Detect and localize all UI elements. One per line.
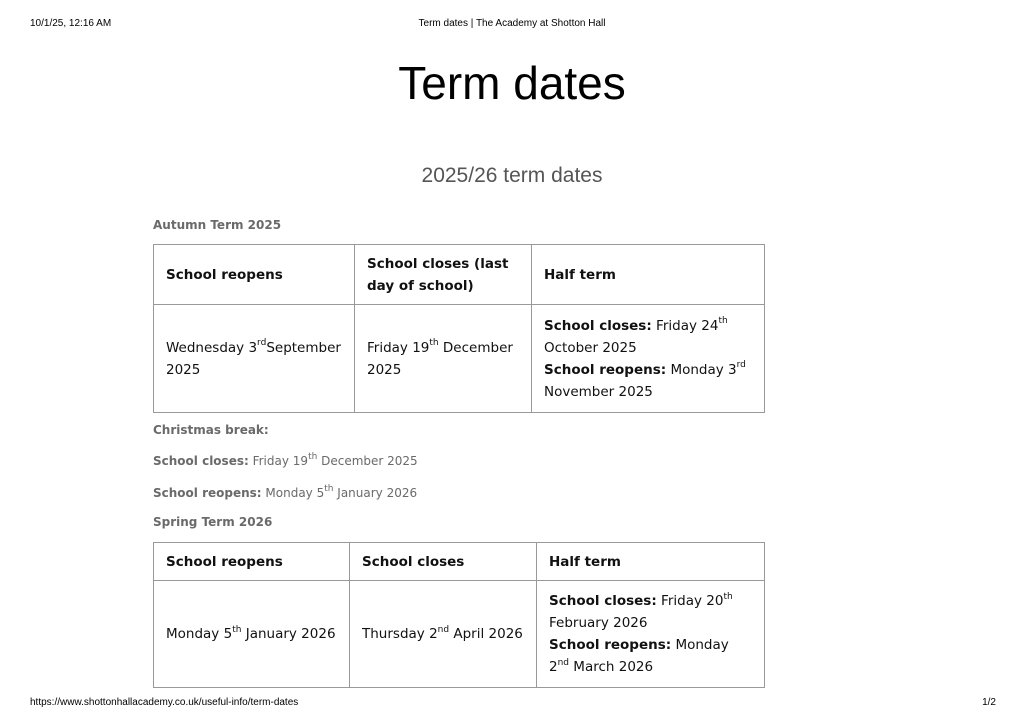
christmas-reopens: School reopens: Monday 5th January 2026 <box>153 484 418 500</box>
half-term-closes: School closes: Friday 20th February 2026 <box>549 591 733 631</box>
autumn-term-table <box>153 244 765 413</box>
autumn-closes-cell: Friday 19th December 2025 <box>355 305 532 413</box>
page-title: Term dates <box>398 57 626 109</box>
half-term-closes: School closes: Friday 24th October 2025 <box>544 316 728 356</box>
spring-closes-cell: Thursday 2nd April 2026 <box>350 581 537 688</box>
spring-term-heading: Spring Term 2026 <box>153 515 273 529</box>
spring-reopens-cell: Monday 5th January 2026 <box>154 581 350 688</box>
autumn-half-term-cell <box>532 305 765 413</box>
christmas-break-heading: Christmas break: <box>153 423 269 437</box>
autumn-term-heading: Autumn Term 2025 <box>153 218 282 232</box>
table-header-row <box>154 245 765 305</box>
spring-half-term-cell <box>537 581 765 688</box>
autumn-reopens-cell: Wednesday 3rdSeptember 2025 <box>154 305 355 413</box>
table-row <box>154 581 765 688</box>
column-header-half-term: Half term <box>537 543 765 581</box>
column-header-reopens: School reopens <box>154 543 350 581</box>
column-header-reopens: School reopens <box>154 245 355 305</box>
print-footer-url: https://www.shottonhallacademy.co.uk/useful-info/term-dates <box>30 697 299 708</box>
column-header-half-term: Half term <box>532 245 765 305</box>
print-document-title: Term dates | The Academy at Shotton Hall <box>418 18 606 29</box>
table-header-row <box>154 543 765 581</box>
column-header-closes: School closes <box>350 543 537 581</box>
christmas-closes: School closes: Friday 19th December 2025 <box>153 452 418 468</box>
half-term-reopens: School reopens: Monday 3rd November 2025 <box>544 360 746 400</box>
spring-term-table <box>153 542 765 688</box>
term-dates-subtitle: 2025/26 term dates <box>421 164 603 187</box>
column-header-closes: School closes (last day of school) <box>355 245 532 305</box>
print-datetime: 10/1/25, 12:16 AM <box>30 18 112 29</box>
half-term-reopens: School reopens: Monday 2nd March 2026 <box>549 637 729 675</box>
table-row <box>154 305 765 413</box>
print-page-number: 1/2 <box>982 697 996 708</box>
